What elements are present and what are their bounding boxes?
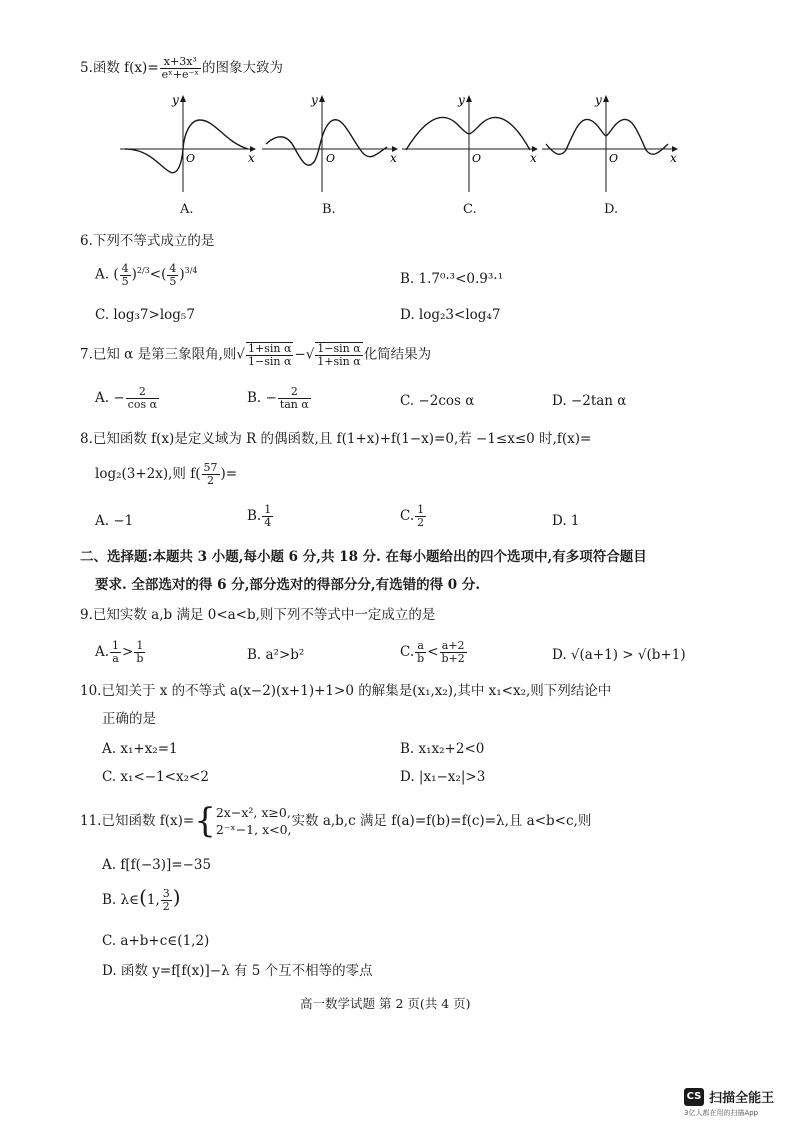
- q6-option-c: C. log₃7>log₅7: [95, 307, 195, 323]
- q7-option-b: B. − $\frac{2}{\text{tan α}}$: [247, 385, 309, 411]
- q9-option-b: B. a²>b²: [247, 647, 305, 663]
- graph-b-y-label: y: [311, 93, 318, 107]
- graph-c-y-label: y: [458, 93, 465, 107]
- q10-line1: 10.已知关于 x 的不等式 a(x−2)(x+1)+1>0 的解集是(x₁,x₂),其中 x₁<x₂,则下列结论中: [80, 683, 612, 699]
- graph-d-origin: O: [609, 152, 619, 165]
- q11-option-c: C. a+b+c∈(1,2): [102, 933, 210, 949]
- q6-option-b: B. 1.7⁰·³<0.9³·¹: [400, 271, 503, 287]
- q8-option-c: C. $\frac{1}{2}$: [400, 503, 425, 529]
- q7-option-a: A. − $\frac{2}{\text{cos α}}$: [95, 385, 158, 411]
- q5-label-d: D.: [604, 202, 619, 217]
- graph-a-origin: O: [186, 152, 196, 165]
- q10-option-a: A. x₁+x₂=1: [102, 741, 178, 757]
- q9-option-c: C. $\frac{a}{b}$ < $\frac{a+2}{b+2}$: [400, 639, 465, 665]
- q8-option-b: B. $\frac{1}{4}$: [247, 503, 272, 529]
- graph-d-y-label: y: [595, 93, 602, 107]
- q11-option-b: B. λ∈(1, $\frac{3}{2}$ ): [102, 885, 181, 913]
- q9-stem: 9.已知实数 a,b 满足 0<a<b,则下列不等式中一定成立的是: [80, 607, 436, 623]
- graph-d-x-label: x: [670, 151, 677, 165]
- q11-option-a: A. f[f(−3)]=−35: [102, 857, 212, 873]
- q6-stem: 6.下列不等式成立的是: [80, 233, 215, 249]
- q5-graph-a: [120, 92, 260, 192]
- q6-option-d: D. log₂3<log₄7: [400, 307, 501, 323]
- graph-c-x-label: x: [530, 151, 537, 165]
- graph-a-y-label: y: [172, 93, 179, 107]
- watermark-title: 扫描全能王: [709, 1091, 775, 1106]
- q8-line2: log₂(3+2x),则 f( $\frac{57}{2}$ )=: [95, 461, 238, 487]
- watermark-logo: CS: [684, 1088, 704, 1106]
- q5-fraction: $\frac{\text{x+3x³}}{\text{eˣ+e⁻ˣ}}$: [161, 55, 200, 81]
- q7-stem: 7.已知 α 是第三象限角,则√ $\frac{\text{1+sin α}}{\text{1−sin α}}$ −√ $\frac{\text{1−sin α}}{\text{1+sin α}}$ 化简结果为: [80, 342, 432, 368]
- section2-line1: 二、选择题:本题共 3 小题,每小题 6 分,共 18 分. 在每小题给出的四个选项中,有多项符合题目: [80, 549, 647, 565]
- q11-piecewise: 2x−x², x≥0, 2⁻ˣ−1, x<0,: [215, 805, 292, 837]
- q10-option-b: B. x₁x₂+2<0: [400, 741, 485, 757]
- q9-option-a: A. $\frac{1}{a}$ > $\frac{1}{b}$: [95, 639, 144, 665]
- graph-a-x-label: x: [248, 151, 255, 165]
- watermark: [684, 1086, 774, 1118]
- q10-option-d: D. |x₁−x₂|>3: [400, 769, 486, 785]
- q10-line2: 正确的是: [102, 711, 156, 727]
- q7-option-c: C. −2cos α: [400, 393, 475, 409]
- q5-label-c: C.: [463, 202, 477, 217]
- watermark-subtitle: 3亿人都在用的扫描App: [684, 1109, 759, 1117]
- graph-b-origin: O: [326, 152, 336, 165]
- q9-option-d: D. √(a+1) > √(b+1): [552, 647, 686, 663]
- q5-graph-d: [542, 92, 682, 192]
- page-footer: 高一数学试题 第 2 页(共 4 页): [300, 996, 471, 1011]
- q8-option-a: A. −1: [95, 513, 134, 529]
- q5-graph-c: [402, 92, 542, 192]
- q5-label-a: A.: [180, 202, 194, 217]
- q5-graph-b: [262, 92, 402, 192]
- section2-line2: 要求. 全部选对的得 6 分,部分选对的得部分分,有选错的得 0 分.: [95, 577, 481, 593]
- q5-label-b: B.: [322, 202, 336, 217]
- q8-option-d: D. 1: [552, 513, 580, 529]
- q11-option-d: D. 函数 y=f[f(x)]−λ 有 5 个互不相等的零点: [102, 963, 373, 979]
- graph-b-x-label: x: [390, 151, 397, 165]
- graph-c-origin: O: [472, 152, 482, 165]
- q8-line1: 8.已知函数 f(x)是定义域为 R 的偶函数,且 f(1+x)+f(1−x)=0,若 −1≤x≤0 时,f(x)=: [80, 431, 592, 447]
- q7-option-d: D. −2tan α: [552, 393, 627, 409]
- q10-option-c: C. x₁<−1<x₂<2: [102, 769, 209, 785]
- q11-stem: 11.已知函数 f(x)={ 2x−x², x≥0, 2⁻ˣ−1, x<0, 实数 a,b,c 满足 f(a)=f(b)=f(c)=λ,且 a<b<c,则: [80, 801, 592, 841]
- q5-stem: 5.函数 f(x)= $\frac{\text{x+3x³}}{\text{eˣ+e⁻ˣ}}$ 的图象大致为: [80, 55, 284, 81]
- q6-option-a: A. ( $\frac{4}{5}$ )$^{2/3}$<( $\frac{4}{5}$ )$^{3/4}$: [95, 261, 198, 288]
